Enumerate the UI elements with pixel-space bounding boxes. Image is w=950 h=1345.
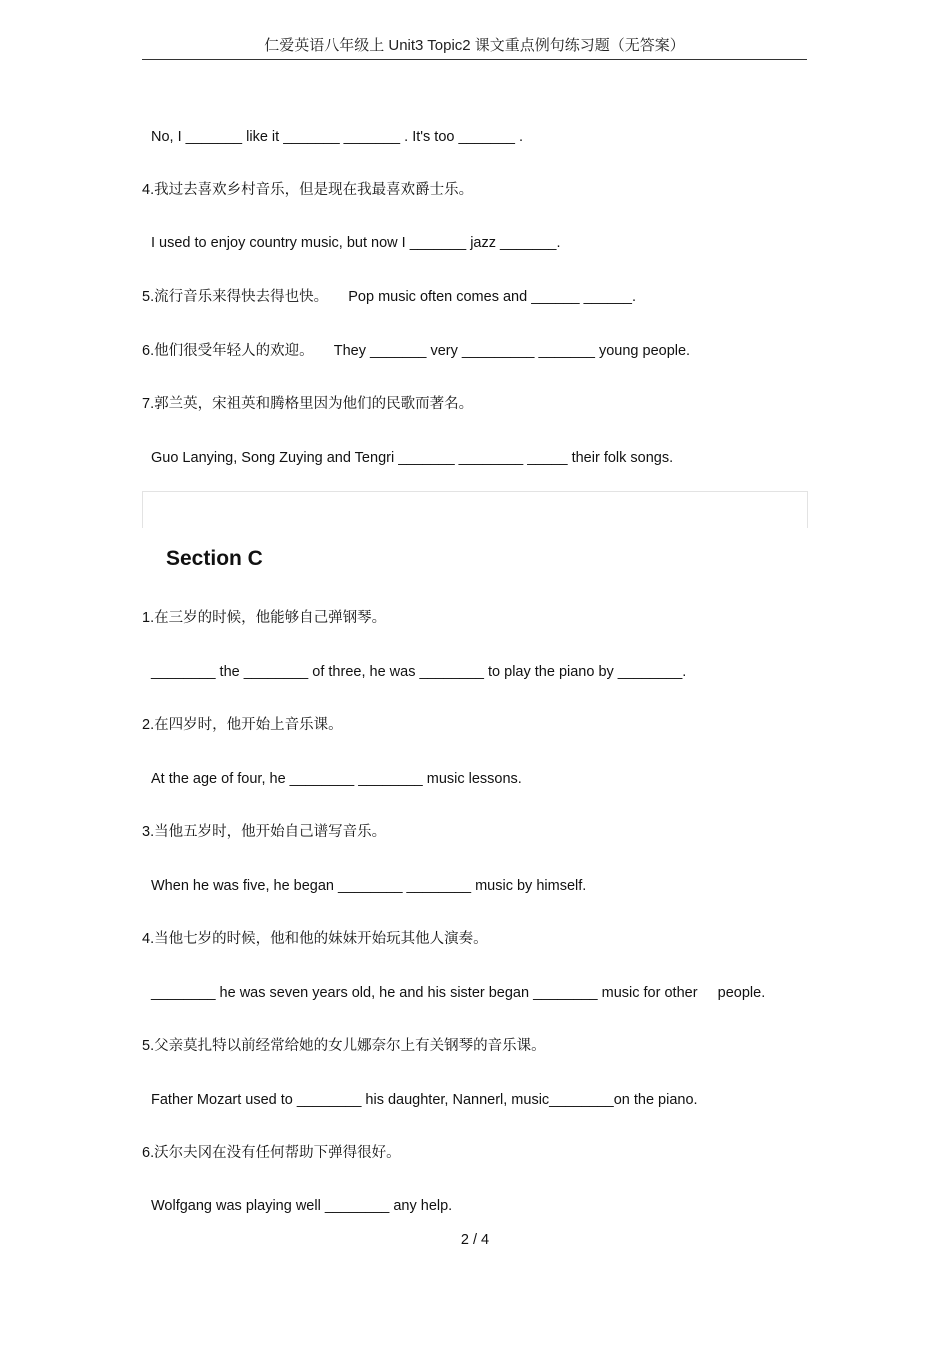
divider-box (142, 491, 808, 528)
exercise-line: When he was five, he began ________ ________ music by himself. (151, 878, 587, 894)
exercise-line: No, I _______ like it _______ _______ . It's too _______ . (151, 129, 524, 145)
exercise-prompt: 4.当他七岁的时候，他和他的妹妹开始玩其他人演奏。 (142, 931, 488, 947)
exercise-line: Wolfgang was playing well ________ any help. (151, 1198, 453, 1214)
exercise-prompt: 5.父亲莫扎特以前经常给她的女儿娜奈尔上有关钢琴的音乐课。 (142, 1038, 546, 1054)
exercise-line: At the age of four, he ________ ________ music lessons. (151, 771, 522, 787)
exercise-prompt: 1.在三岁的时候，他能够自己弹钢琴。 (142, 610, 387, 626)
exercise-line: Guo Lanying, Song Zuying and Tengri _______ ________ _____ their folk songs. (151, 450, 674, 466)
exercise-prompt: 5.流行音乐来得快去得也快。 Pop music often comes and ______ ______. (142, 289, 637, 305)
exercise-line: ________ the ________ of three, he was ________ to play the piano by ________. (151, 664, 687, 680)
exercise-prompt: 3.当他五岁时，他开始自己谱写音乐。 (142, 824, 387, 840)
exercise-prompt: 6.沃尔夫冈在没有任何帮助下弹得很好。 (142, 1145, 401, 1161)
exercise-prompt: 6.他们很受年轻人的欢迎。 They _______ very _________ _______ young people. (142, 343, 691, 359)
exercise-prompt: 2.在四岁时，他开始上音乐课。 (142, 717, 343, 733)
page-header: 仁爱英语八年级上 Unit3 Topic2 课文重点例句练习题（无答案） (264, 37, 685, 54)
exercise-prompt: 4.我过去喜欢乡村音乐，但是现在我最喜欢爵士乐。 (142, 182, 474, 198)
section-title: Section C (166, 547, 263, 570)
exercise-line: I used to enjoy country music, but now I _______ jazz _______. (151, 235, 561, 251)
header-rule (142, 59, 807, 60)
exercise-prompt: 7.郭兰英，宋祖英和腾格里因为他们的民歌而著名。 (142, 396, 474, 412)
exercise-line: ________ he was seven years old, he and his sister began ________ music for other people. (151, 985, 766, 1001)
exercise-line: Father Mozart used to ________ his daughter, Nannerl, music________on the piano. (151, 1092, 698, 1108)
page-number: 2 / 4 (460, 1232, 490, 1248)
